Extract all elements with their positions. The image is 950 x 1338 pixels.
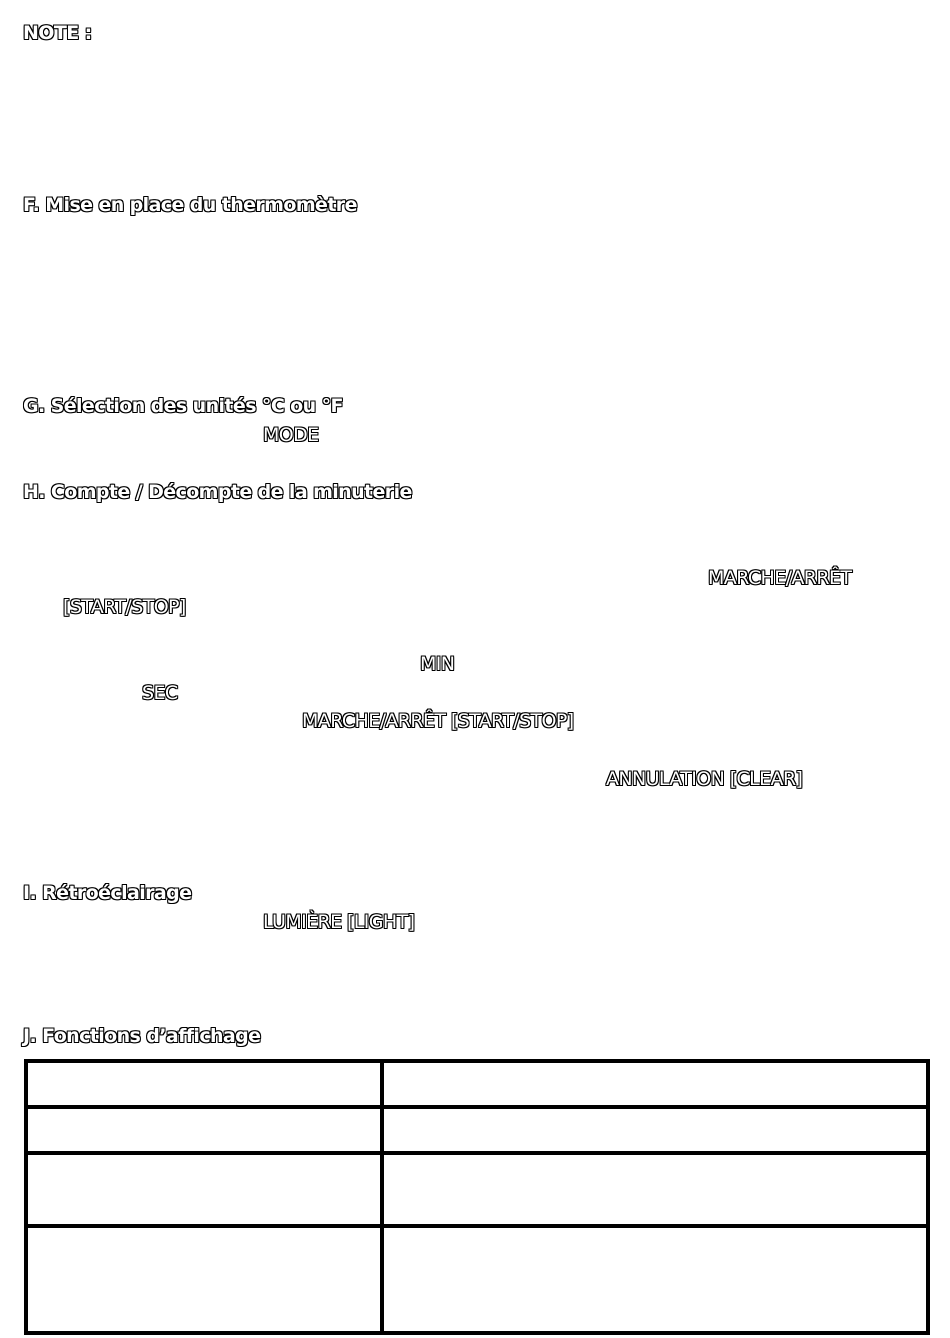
start-stop-label-fr: MARCHE/ARRÊT [708,567,852,589]
start-stop-label-en: [START/STOP] [63,596,186,618]
sec-button-label: SEC [142,682,178,704]
mode-button-label: MODE [263,424,319,446]
table-cell [382,1061,928,1107]
light-button-label: LUMIÈRE [LIGHT] [263,911,415,933]
table-cell [26,1061,382,1107]
section-heading-j: J. Fonctions d’affichage [23,1025,261,1047]
table-cell [382,1107,928,1153]
table-cell [382,1226,928,1333]
table-cell [26,1226,382,1333]
table-row [26,1226,928,1333]
section-heading-h: H. Compte / Décompte de la minuterie [23,481,412,503]
table-row [26,1061,928,1107]
start-stop-label-full: MARCHE/ARRÊT [START/STOP] [302,710,574,732]
section-heading-i: I. Rétroéclairage [23,882,192,904]
note-label: NOTE : [23,22,92,44]
section-heading-g: G. Sélection des unités °C ou °F [23,395,343,417]
table-cell [382,1153,928,1226]
section-heading-f: F. Mise en place du thermomètre [23,194,357,216]
table-row [26,1107,928,1153]
table-cell [26,1107,382,1153]
display-functions-table [24,1059,930,1335]
table-cell [26,1153,382,1226]
min-button-label: MIN [420,653,455,675]
clear-button-label: ANNULATION [CLEAR] [606,768,803,790]
table-row [26,1153,928,1226]
